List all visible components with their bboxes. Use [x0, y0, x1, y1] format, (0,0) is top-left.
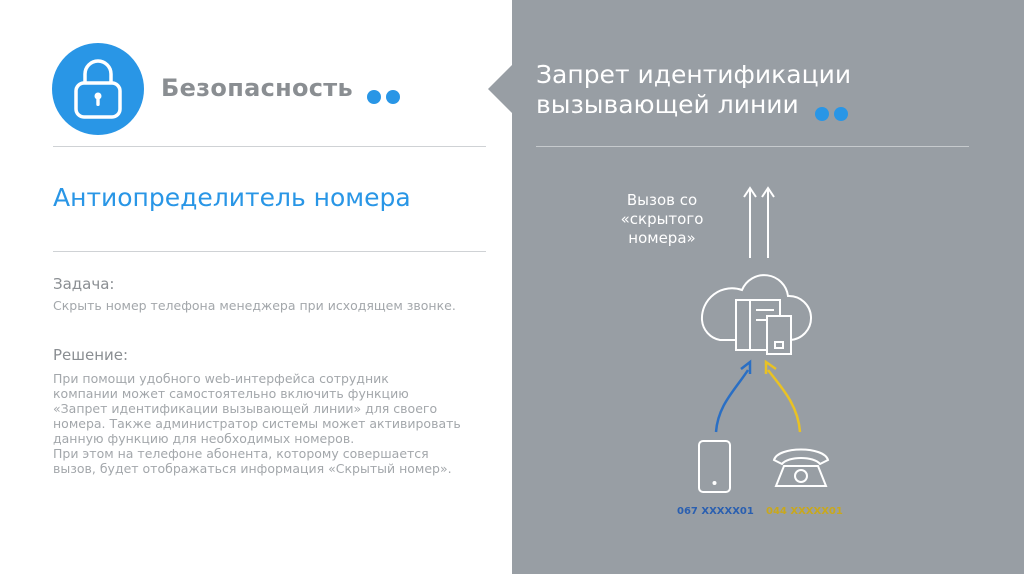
solution-line: данную функцию для необходимых номеров. — [53, 431, 355, 446]
call-label-line: Вызов со — [626, 191, 698, 209]
solution-line: При этом на телефоне абонента, которому совершается — [53, 446, 429, 461]
task-text: Скрыть номер телефона менеджера при исходящем звонке. — [53, 298, 456, 313]
landline-number: 044 XXXXX01 — [766, 506, 843, 517]
solution-line: При помощи удобного web-интерфейса сотрудник — [53, 371, 389, 386]
solution-line: номера. Также администратор системы может активировать — [53, 416, 461, 431]
task-label: Задача: — [53, 275, 115, 293]
page-title: Антиопределитель номера — [53, 183, 411, 212]
cloud-pbx-icon — [702, 275, 811, 354]
panel-title-line: вызывающей линии — [536, 90, 799, 119]
call-label-line: «скрытого — [620, 210, 704, 228]
solution-line: «Запрет идентификации вызывающей линии» для своего — [53, 401, 438, 416]
mobile-call-line — [716, 370, 748, 432]
section-title: Безопасность — [161, 74, 353, 102]
solution-line: компании может самостоятельно включить функцию — [53, 386, 409, 401]
landline-call-line — [768, 370, 800, 432]
mobile-phone-icon — [699, 441, 730, 492]
panel-title-line: Запрет идентификации — [536, 60, 852, 89]
solution-line: вызов, будет отображаться информация «Скрытый номер». — [53, 461, 452, 476]
mobile-number: 067 XXXXX01 — [677, 506, 754, 517]
call-label-line: номера» — [628, 229, 696, 247]
landline-phone-icon — [774, 450, 828, 487]
solution-label: Решение: — [53, 346, 129, 364]
up-arrows-icon — [744, 188, 774, 258]
